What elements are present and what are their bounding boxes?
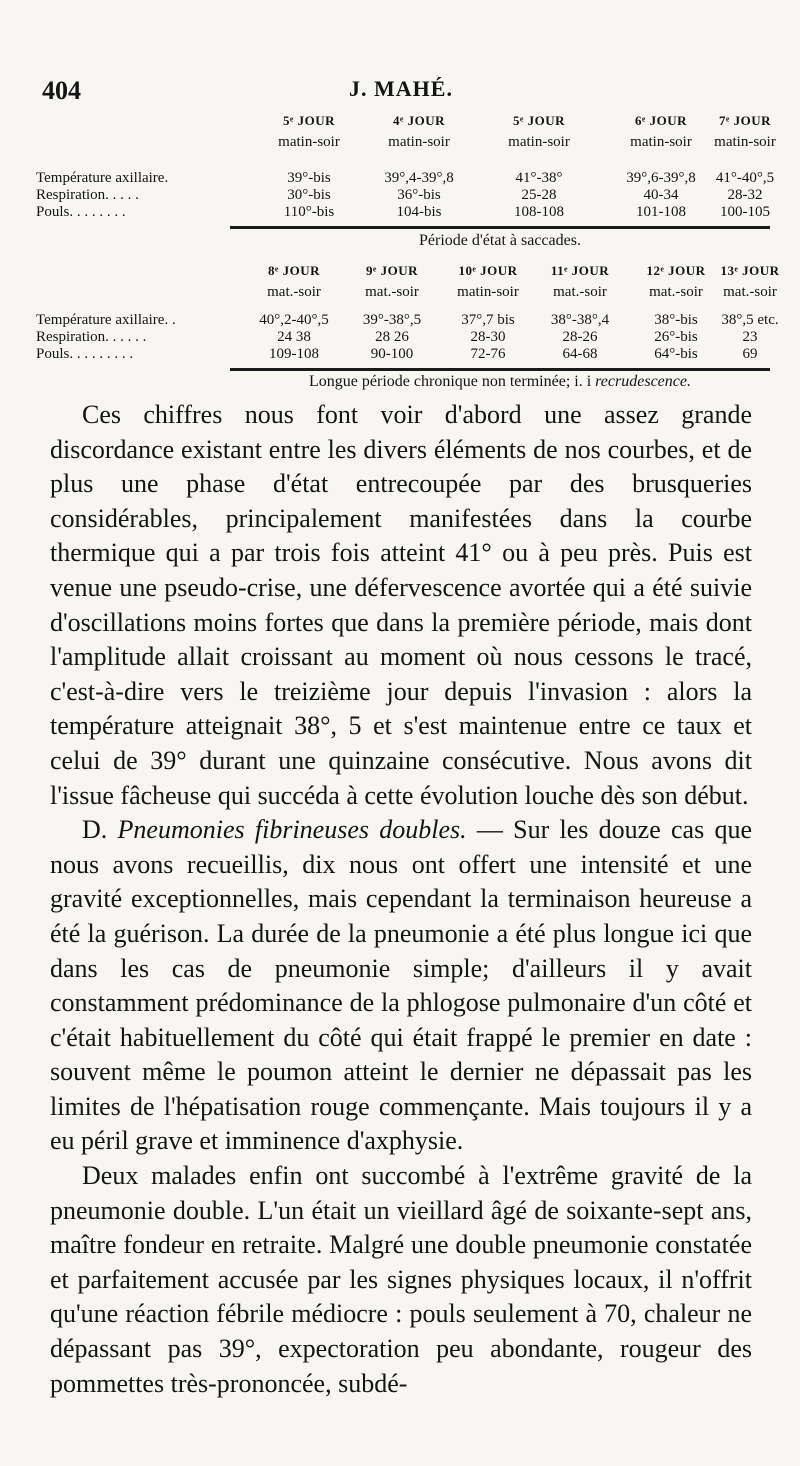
period-header: matin-soir: [630, 134, 692, 150]
table-cell: 39°-38°,5: [362, 312, 422, 328]
table-cell: 41°-38°: [515, 170, 563, 186]
day-header: 4ᵉ JOUR: [392, 113, 445, 128]
table-cell: 26°-bis: [654, 329, 698, 345]
table-cell: 108-108: [514, 204, 564, 220]
paragraph: Ces chiffres nous font voir d'abord une assez grande discordance existant entre les divers éléments de nos courbes, et de plus une phase d'état entrecoupée par des brusqueries considérables, principalement manifestées dans la courbe thermique qui a par trois fois atteint 41° ou à peu près. Puis est venue une pseudo-crise, une défervescence avortée qui a été suivie d'oscillations moins fortes que dans la première période, mais dont l'amplitude allait croissant au moment où nous cessons le tracé, c'est-à-dire vers le treizième jour depuis l'invasion : alors la température atteignait 38°, 5 et s'est maintenue entre ce taux et celui de 39° durant une quinzaine consécutive. Nous avons dit l'issue fâcheuse qui succéda à cette évolution louche dès son début.: [50, 400, 752, 810]
table-divider: [230, 226, 770, 229]
day-header: 8ᵉ JOUR: [267, 263, 320, 278]
vital-signs-table-1: [36, 112, 776, 222]
period-header: mat.-soir: [365, 284, 419, 300]
row-label: Pouls. . . . . . . . .: [36, 346, 134, 362]
table-header-periods: [36, 284, 777, 301]
table-cell: 39°-bis: [287, 170, 331, 186]
vital-signs-table-2: [36, 262, 780, 372]
day-header: 5ᵉ JOUR: [512, 113, 565, 128]
table-cell: 25-28: [521, 187, 557, 203]
period-header: matin-soir: [278, 134, 340, 150]
row-label: Respiration. . . . . .: [36, 329, 147, 345]
table-cell: 38°,5 etc.: [721, 312, 779, 328]
table-cell: 38°-bis: [654, 312, 698, 328]
period-header: matin-soir: [508, 134, 570, 150]
table-cell: 41°-40°,5: [715, 170, 775, 186]
table-cell: 64-68: [562, 346, 598, 362]
paragraph: Deux malades enfin ont succombé à l'extrême gravité de la pneumonie double. L'un était un vieillard âgé de soixante-sept ans, maître fondeur en retraite. Malgré une double pneumonie constatée et parfaitement accusée par les signes physiques locaux, il n'offrit qu'une réaction fébrile médiocre : pouls seulement à 70, chaleur ne dépassant pas 39°, expectoration peu abondante, rougeur des pommettes très-prononcée, subdé-: [50, 1161, 752, 1398]
paragraph-text: — Sur les douze cas que nous avons recueillis, dix nous ont offert une intensité et une gravité exceptionnelles, mais cependant la terminaison heureuse a été la guérison. La durée de la pneumonie a été plus longue ici que dans les cas de pneumonie simple; d'ailleurs il y avait constamment prédominance de la phlogose pulmonaire d'un côté et c'était habituellement du côté qui était frappé le premier en date : souvent même le poumon atteint le dernier ne dépassait pas les limites de l'hépatisation rouge commençante. Mais toujours il y a eu péril grave et imminence d'axphysie.: [50, 815, 753, 1156]
day-header: 7ᵉ JOUR: [718, 113, 771, 128]
day-header: 9ᵉ JOUR: [365, 263, 418, 278]
day-header: 12ᵉ JOUR: [646, 263, 706, 278]
paragraph: [50, 813, 752, 1159]
row-label: Respiration. . . . .: [36, 187, 139, 203]
period-header: mat.-soir: [267, 284, 321, 300]
table-row: [36, 204, 770, 221]
running-head: J. MAHÉ.: [349, 76, 453, 101]
table-caption: Période d'état à saccades.: [419, 232, 581, 249]
table-row: [36, 312, 779, 329]
table-row: [36, 187, 766, 204]
table-cell: 104-bis: [396, 204, 442, 220]
table-cell: 69: [742, 346, 758, 362]
table-row: [36, 170, 775, 187]
table-cell: 100-105: [720, 204, 770, 220]
table-cell: 23: [742, 329, 758, 345]
table-cell: 36°-bis: [397, 187, 441, 203]
body-text: [50, 398, 752, 1401]
period-header: mat.-soir: [723, 284, 777, 300]
page-number: 404: [42, 76, 81, 105]
table-header-days: [36, 262, 780, 279]
table-cell: 64°-bis: [654, 346, 698, 362]
period-header: matin-soir: [714, 134, 776, 150]
table-cell: 110°-bis: [283, 204, 335, 220]
table-cell: 40°,2-40°,5: [259, 312, 329, 328]
row-label: Température axillaire.: [36, 170, 169, 186]
period-header: matin-soir: [388, 134, 450, 150]
table-cell: 90-100: [370, 346, 414, 362]
day-header: 11ᵉ JOUR: [550, 263, 610, 278]
table-row: [36, 346, 766, 363]
table-cell: 101-108: [636, 204, 686, 220]
period-header: matin-soir: [457, 284, 519, 300]
table-cell: 39°,4-39°,8: [384, 170, 454, 186]
day-header: 13ᵉ JOUR: [720, 263, 780, 278]
table-cell: 72-76: [470, 346, 506, 362]
section-title: Pneumonies fibrineuses doubles.: [117, 815, 467, 845]
caption-emphasis: recrudescence.: [595, 373, 691, 390]
table-header-days: [36, 112, 771, 129]
row-label: Température axillaire. .: [36, 312, 176, 328]
table-row: [36, 329, 766, 346]
table-caption: [230, 373, 770, 391]
section-marker: D.: [82, 815, 118, 845]
day-header: 6ᵉ JOUR: [634, 113, 687, 128]
running-header: [42, 70, 760, 104]
table-cell: 28 26: [375, 329, 409, 345]
day-header: 5ᵉ JOUR: [282, 113, 335, 128]
table-cell: 39°,6-39°,8: [626, 170, 696, 186]
row-label: Pouls. . . . . . . .: [36, 204, 126, 220]
period-header: mat.-soir: [649, 284, 703, 300]
table-cell: 38°-38°,4: [550, 312, 610, 328]
table-cell: 37°,7 bis: [461, 312, 515, 328]
table-cell: 40-34: [643, 187, 679, 203]
table-cell: 24 38: [277, 329, 311, 345]
period-header: mat.-soir: [553, 284, 607, 300]
table-cell: 28-30: [470, 329, 506, 345]
table-divider: [230, 368, 770, 371]
table-cell: 30°-bis: [287, 187, 331, 203]
table-header-periods: [36, 134, 776, 151]
caption-text: Longue période chronique non terminée; i. i: [309, 373, 596, 390]
table-cell: 109-108: [269, 346, 319, 362]
day-header: 10ᵉ JOUR: [458, 263, 518, 278]
table-cell: 28-32: [727, 187, 763, 203]
table-cell: 28-26: [562, 329, 598, 345]
